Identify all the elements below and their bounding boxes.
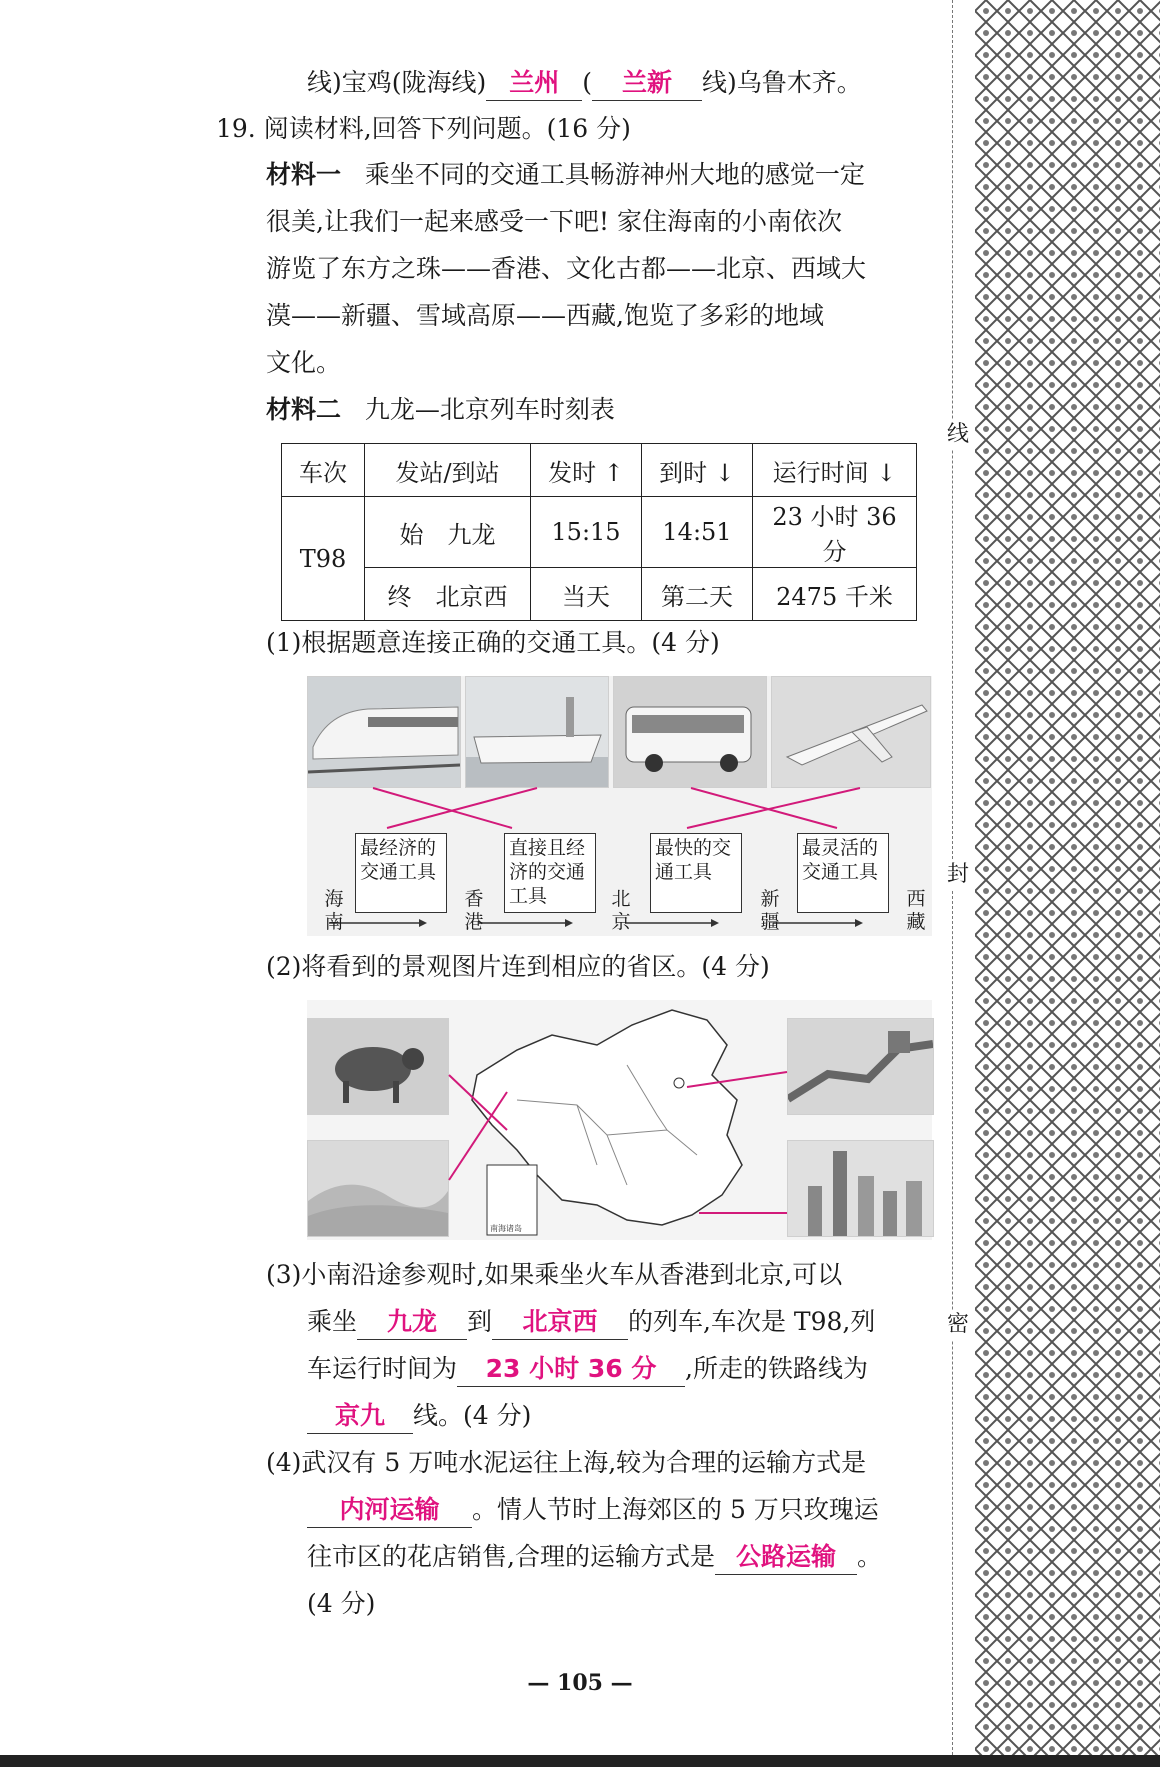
- table-caption: 九龙—北京列车时刻表: [364, 395, 615, 424]
- page-number: — 105 —: [527, 1670, 633, 1696]
- material-line: 漠——新疆、雪域高原——西藏,饱览了多彩的地域: [266, 301, 824, 330]
- text: 乘坐不同的交通工具畅游神州大地的感觉一定: [364, 160, 865, 189]
- text: 线。(4 分): [413, 1401, 532, 1430]
- table-header: 发时 ↑: [531, 444, 642, 497]
- landscape-connectors: [307, 1000, 932, 1240]
- bottom-bar: [0, 1755, 1160, 1767]
- part4-line: (4 分): [307, 1589, 376, 1618]
- table-header: 车次: [282, 444, 365, 497]
- answer-blank: 23 小时 36 分: [457, 1352, 685, 1387]
- text: ,所走的铁路线为: [685, 1354, 868, 1383]
- text: 到: [467, 1307, 493, 1336]
- place-beijing: 北京: [611, 888, 631, 933]
- place-tibet: 西藏: [906, 888, 926, 933]
- part1-question: (1)根据题意连接正确的交通工具。(4 分): [266, 628, 720, 657]
- table-cell: 当天: [531, 568, 642, 621]
- table-cell: 终 北京西: [365, 568, 531, 621]
- map-inset-label: 南海诸岛: [490, 1224, 522, 1233]
- table-cell: 始 九龙: [365, 497, 531, 568]
- answer-blank: 兰州: [486, 66, 582, 101]
- table-row: [282, 568, 917, 621]
- box-economical: 最经济的交通工具: [355, 833, 447, 913]
- train-number: T98: [282, 497, 365, 621]
- material-label: 材料二: [266, 395, 342, 424]
- text: 线)宝鸡(陇海线): [307, 68, 487, 97]
- text: 。情人节时上海郊区的 5 万只玫瑰运: [472, 1495, 879, 1524]
- text: 。: [856, 1542, 882, 1571]
- part3-line: [307, 1399, 531, 1434]
- part4-line: (4)武汉有 5 万吨水泥运往上海,较为合理的运输方式是: [266, 1448, 867, 1477]
- box-flexible: 最灵活的交通工具: [797, 833, 889, 913]
- answer-blank: 京九: [307, 1399, 413, 1434]
- side-mark-feng: 封: [947, 860, 969, 890]
- question-title: 19. 阅读材料,回答下列问题。(16 分): [216, 114, 631, 143]
- continuation-line: [307, 66, 862, 101]
- text: 的列车,车次是 T98,列: [628, 1307, 876, 1336]
- decorative-pattern: [975, 0, 1160, 1755]
- material-two-line: [266, 393, 615, 427]
- material-label: 材料一: [266, 160, 342, 189]
- part3-line: [307, 1305, 875, 1340]
- text: 线)乌鲁木齐。: [702, 68, 862, 97]
- answer-blank: 兰新: [592, 66, 702, 101]
- material-line: 游览了东方之珠——香港、文化古都——北京、西域大: [266, 254, 867, 283]
- part4-line: [307, 1540, 882, 1575]
- landscape-figure: [307, 1000, 932, 1240]
- answer-blank: 北京西: [492, 1305, 628, 1340]
- text: 往市区的花店销售,合理的运输方式是: [307, 1542, 715, 1571]
- table-cell: 23 小时 36 分: [753, 497, 917, 568]
- part2-question: (2)将看到的景观图片连到相应的省区。(4 分): [266, 952, 770, 981]
- text: 车运行时间为: [307, 1354, 458, 1383]
- answer-blank: 九龙: [357, 1305, 467, 1340]
- text: (: [582, 68, 593, 97]
- transport-figure: [307, 676, 932, 936]
- table-header: 运行时间 ↓: [753, 444, 917, 497]
- place-hainan: 海南: [324, 888, 344, 933]
- material-line: 文化。: [266, 348, 342, 377]
- box-direct-economical: 直接且经济的交通工具: [504, 833, 596, 913]
- answer-blank: 公路运输: [715, 1540, 857, 1575]
- answer-blank: 内河运输: [307, 1493, 472, 1528]
- place-hongkong: 香港: [464, 888, 484, 933]
- train-timetable: [281, 443, 917, 621]
- part3-line: [307, 1352, 868, 1387]
- material-one-line: [266, 158, 865, 192]
- table-header: 到时 ↓: [642, 444, 753, 497]
- table-cell: 2475 千米: [753, 568, 917, 621]
- table-row: [282, 497, 917, 568]
- table-cell: 14:51: [642, 497, 753, 568]
- part3-line: (3)小南沿途参观时,如果乘坐火车从香港到北京,可以: [266, 1260, 843, 1289]
- text: 乘坐: [307, 1307, 358, 1336]
- side-mark-mi: 密: [947, 1310, 969, 1340]
- table-header: 发站/到站: [365, 444, 531, 497]
- place-xinjiang: 新疆: [760, 888, 780, 933]
- part4-line: [307, 1493, 879, 1528]
- side-mark-xian: 线: [947, 420, 969, 450]
- box-fastest: 最快的交通工具: [650, 833, 742, 913]
- table-header-row: [282, 444, 917, 497]
- table-cell: 第二天: [642, 568, 753, 621]
- table-cell: 15:15: [531, 497, 642, 568]
- material-line: 很美,让我们一起来感受一下吧! 家住海南的小南依次: [266, 207, 842, 236]
